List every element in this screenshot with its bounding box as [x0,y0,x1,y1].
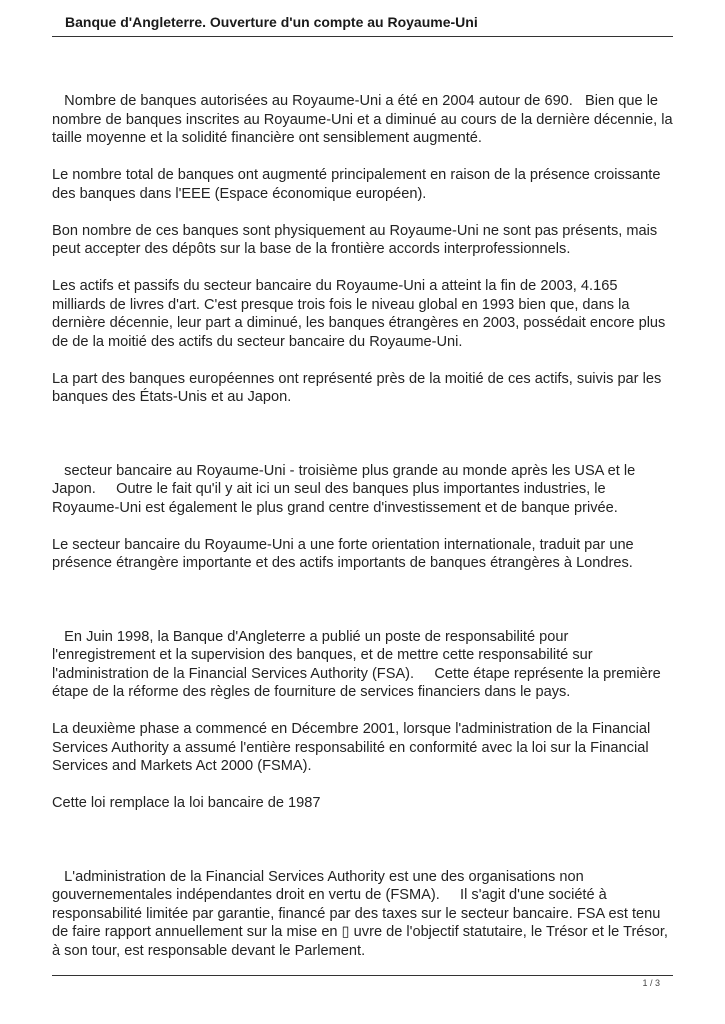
paragraph-spacer [52,517,673,536]
paragraph-international: Le secteur bancaire du Royaume-Uni a une forte orientation internationale, traduit par une présence étrangère importante et des actifs importants de banques étrangères à Londres. [52,536,634,571]
paragraph-fsa-organisation: L'administration de la Financial Services Authority est une des organisations non gouvernementales indépendantes droit en vertu de (FSMA). Il s'agit d'une société à responsabilité limitée par garantie, financé par des taxes sur le secteur bancaire. FSA est tenu de faire rapport annuellement sur la mise en ▯ uvre de l'objectif statutaire, le Trésor et le Trésor, à son tour, est responsable devant le Parlement. [52,868,673,959]
paragraph-law-1987: Cette loi remplace la loi bancaire de 1987 [52,795,321,811]
section-spacer [52,813,673,868]
paragraph-spacer [52,148,673,167]
document-body [52,92,677,960]
page-number: 1 / 3 [642,978,660,988]
paragraph-cross-border: Bon nombre de ces banques sont physiquement au Royaume-Uni ne sont pas présents, mais peut accepter des dépôts sur la base de la frontière accords interprofessionnels. [52,222,658,257]
footer-divider [52,975,673,976]
section-spacer [52,573,673,628]
document-title: Banque d'Angleterre. Ouverture d'un compte au Royaume-Uni [65,14,478,30]
paragraph-spacer [52,776,673,795]
paragraph-fsma-2001: La deuxième phase a commencé en Décembre 2001, lorsque l'administration de la Financial Services Authority a assumé l'entière responsabilité en conformité avec la loi sur la Financial Services and Markets Act 2000 (FSMA). [52,721,651,774]
section-spacer [52,407,673,462]
paragraph-fsa-1998: En Juin 1998, la Banque d'Angleterre a publié un poste de responsabilité pour l'enregistrement et la supervision des banques, et de mettre cette responsabilité sur l'administration de la Financial Services Authority (FSA). Cette étape représente la première étape de la réforme des règles de fourniture de services financiers dans le pays. [52,628,665,700]
page-header [52,11,673,37]
paragraph-spacer [52,351,673,370]
paragraph-european-share: La part des banques européennes ont représenté près de la moitié de ces actifs, suivis par les banques des États-Unis et au Japon. [52,370,662,405]
paragraph-eee-growth: Le nombre total de banques ont augmenté principalement en raison de la présence croissante des banques dans l'EEE (Espace économique européen). [52,167,661,202]
paragraph-spacer [52,702,673,721]
paragraph-spacer [52,203,673,222]
paragraph-third-largest: secteur bancaire au Royaume-Uni - troisième plus grande au monde après les USA et le Japon. Outre le fait qu'il y ait ici un seul des banques plus importantes industries, le Royaume-Uni est également le plus grand centre d'investissement et de banque privée. [52,462,640,516]
paragraph-bank-count: Nombre de banques autorisées au Royaume-Uni a été en 2004 autour de 690. Bien que le nombre de banques inscrites au Royaume-Uni et a diminué au cours de la dernière décennie, la taille moyenne et la solidité financière ont sensiblement augmenté. [52,93,677,146]
paragraph-assets: Les actifs et passifs du secteur bancaire du Royaume-Uni a atteint la fin de 2003, 4.165 milliards de livres d'art. C'est presque trois fois le niveau global en 1993 bien que, dans la dernière décennie, leur part a diminué, les banques étrangères en 2003, possédait encore plus de de la moitié des actifs du secteur bancaire du Royaume-Uni. [52,278,666,350]
paragraph-spacer [52,259,673,278]
